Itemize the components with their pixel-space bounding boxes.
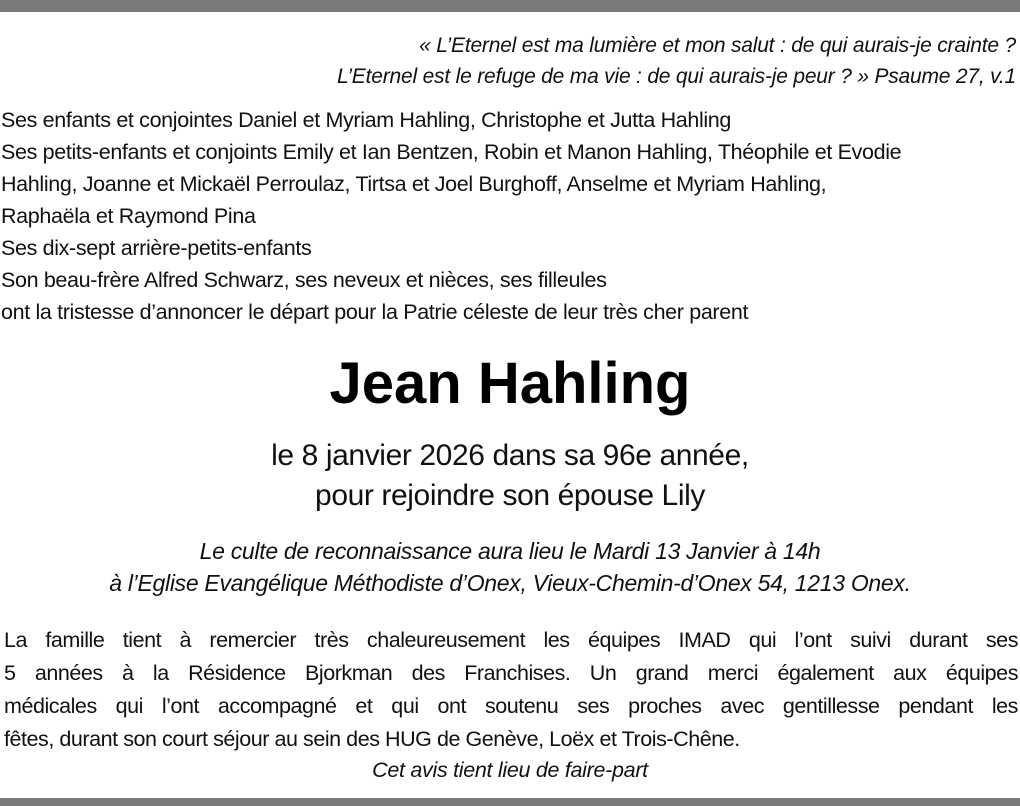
family-line: Raphaëla et Raymond Pina [1, 204, 256, 228]
family-line: Ses petits-enfants et conjoints Emily et Ian Bentzen, Robin et Manon Hahling, Théophile et Evodie [1, 140, 902, 164]
thanks-line: 5 années à la Résidence Bjorkman des Franchises. Un grand merci également aux équipes [4, 661, 1018, 685]
thanks-paragraph [4, 624, 1018, 756]
deceased-name: Jean Hahling [329, 351, 691, 416]
spouse-line: pour rejoindre son épouse Lily [315, 479, 705, 512]
service-location-line: à l’Eglise Evangélique Méthodiste d’Onex, Vieux-Chemin-d’Onex 54, 1213 Onex. [109, 570, 911, 596]
thanks-line: médicales qui l’ont accompagné et qui ont soutenu ses proches avec gentillesse pendant les [4, 694, 1018, 718]
family-line: Ses enfants et conjointes Daniel et Myriam Hahling, Christophe et Jutta Hahling [1, 108, 732, 132]
family-announcement [1, 104, 1019, 328]
epigraph-line: « L’Eternel est ma lumière et mon salut : de qui aurais-je crainte ? [419, 34, 1016, 57]
death-date-line: le 8 janvier 2026 dans sa 96e année, [271, 439, 749, 472]
death-date-block [0, 436, 1020, 516]
psalm-epigraph [16, 30, 1016, 92]
top-border-rule [0, 0, 1020, 12]
bottom-border-rule [0, 798, 1020, 806]
thanks-line: La famille tient à remercier très chaleureusement les équipes IMAD qui l’ont suivi durant ses [4, 628, 1018, 652]
service-details [0, 535, 1020, 599]
thanks-line: fêtes, durant son court séjour au sein des HUG de Genève, Loëx et Trois-Chêne. [4, 727, 740, 751]
family-line: Hahling, Joanne et Mickaël Perroulaz, Tirtsa et Joel Burghoff, Anselme et Myriam Hahling, [1, 172, 827, 196]
closing-note: Cet avis tient lieu de faire-part [372, 758, 648, 782]
family-line: Son beau-frère Alfred Schwarz, ses neveux et nièces, ses filleules [1, 268, 607, 292]
family-line: Ses dix-sept arrière-petits-enfants [1, 236, 312, 260]
epigraph-line: L’Eternel est le refuge de ma vie : de qui aurais-je peur ? » Psaume 27, v.1 [337, 65, 1016, 88]
family-line: ont la tristesse d’annoncer le départ pour la Patrie céleste de leur très cher parent [1, 300, 749, 324]
service-line: Le culte de reconnaissance aura lieu le Mardi 13 Janvier à 14h [199, 538, 821, 564]
